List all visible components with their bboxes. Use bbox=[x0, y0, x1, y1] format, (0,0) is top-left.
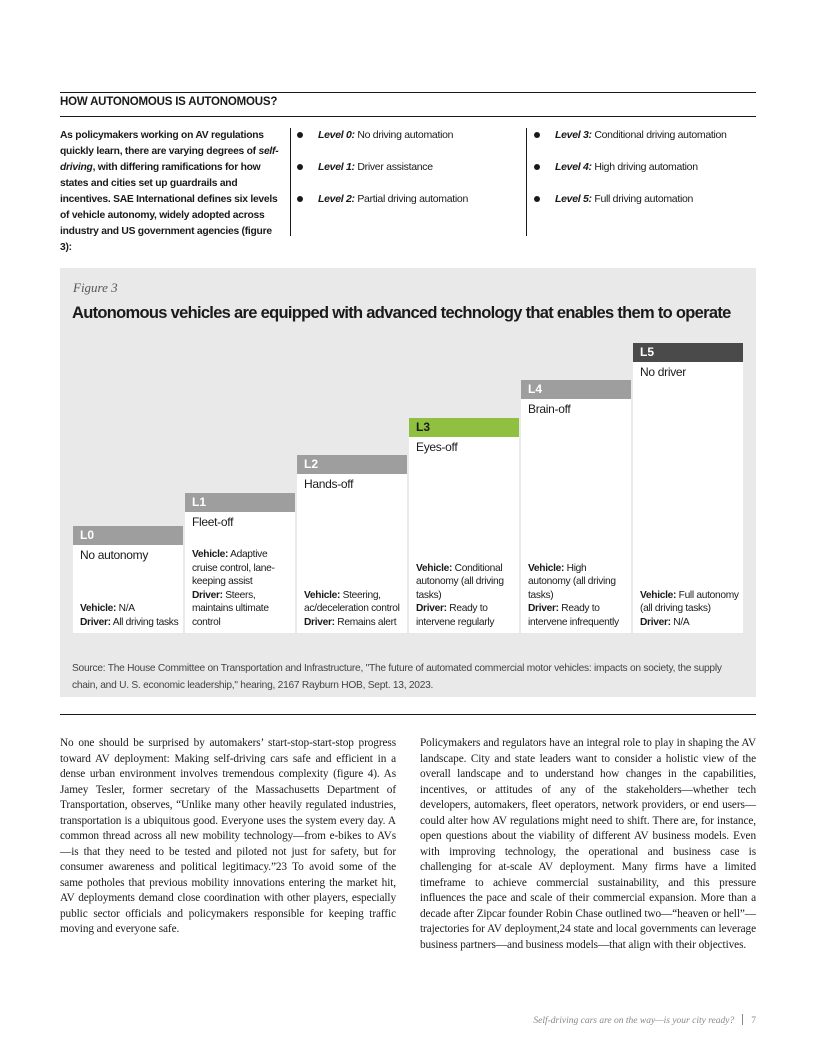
level-list-left bbox=[294, 127, 524, 223]
level-column-l3 bbox=[409, 418, 519, 633]
level-code: L0 bbox=[73, 526, 183, 545]
figure-source: Source: The House Committee on Transportation and Infrastructure, "The future of automated commercial motor vehicles: impacts on society, the supply chain, and U. S. economic leadership," hearing, 2167 Rayburn HOB, Sept. 13, 2023. bbox=[72, 663, 722, 691]
list-item: Level 5: Full driving automation bbox=[531, 191, 756, 223]
level-description: Vehicle: N/A Driver: All driving tasks bbox=[80, 603, 179, 628]
level-code: L4 bbox=[521, 380, 631, 399]
level-column-l5 bbox=[633, 343, 743, 633]
list-item: Level 2: Partial driving automation bbox=[294, 191, 524, 223]
footer-separator bbox=[742, 1014, 743, 1025]
sidebar-title-rule bbox=[60, 116, 756, 117]
level-name: Hands-off bbox=[304, 477, 354, 491]
level-description: Vehicle: Conditional autonomy (all driving tasks) Driver: Ready to intervene regularly bbox=[416, 562, 504, 628]
level-description: Vehicle: Full autonomy (all driving tasks) Driver: N/A bbox=[640, 589, 739, 628]
level-name: No driver bbox=[640, 365, 686, 379]
level-description: Vehicle: Steering, ac/deceleration control Driver: Remains alert bbox=[304, 589, 400, 628]
sidebar-intro: As policymakers working on AV regulations quickly learn, there are varying degrees of self-driving, with differing ramifications for how states and cities set up guardrails and incentives. SAE International defines six levels of vehicle autonomy, widely adopted across industry and US government agencies (figure 3): bbox=[60, 130, 279, 253]
running-title: Self-driving cars are on the way—is your city ready? bbox=[533, 1016, 735, 1026]
body-column-2: Policymakers and regulators have an integral role to play in shaping the AV landscape. City and state leaders want to consider a holistic view of the overall landscape and to understand how changes in the capabilities, incentives, or attitudes of any of the stakeholders—whether tech developers, automakers, fleet operators, network providers, or end users—could alter how AV regulations might need to shift. There are, for instance, open questions about the viability of different AV business models. Even with improving technology, the operational and business case is challenging for at-scale AV deployment. Many firms have a limited timeframe to achieve commercial sustainability, and this pressure influences the pace and scale of their commercial expansion. More than a decade after Zipcar founder Robin Chase outlined two—“heaven or hell”—trajectories for AV deployment,24 state and local governments can leverage business partners—and business models—that align with their objectives. bbox=[420, 737, 756, 951]
list-item: Level 0: No driving automation bbox=[294, 127, 524, 159]
page-footer bbox=[533, 1014, 756, 1026]
level-code: L1 bbox=[185, 493, 295, 512]
sidebar-title: HOW AUTONOMOUS IS AUTONOMOUS? bbox=[60, 96, 278, 108]
level-name: Fleet-off bbox=[192, 515, 234, 529]
level-name: Eyes-off bbox=[416, 440, 458, 454]
sidebar-divider-1 bbox=[290, 128, 291, 236]
level-column-l4 bbox=[521, 380, 631, 633]
list-item: Level 3: Conditional driving automation bbox=[531, 127, 756, 159]
level-name: Brain-off bbox=[528, 402, 571, 416]
list-item: Level 1: Driver assistance bbox=[294, 159, 524, 191]
list-item: Level 4: High driving automation bbox=[531, 159, 756, 191]
level-column-l0 bbox=[73, 526, 183, 633]
level-column-l1 bbox=[185, 493, 295, 633]
level-code: L2 bbox=[297, 455, 407, 474]
level-code: L3 bbox=[409, 418, 519, 437]
figure-3-panel bbox=[60, 268, 756, 697]
intro-emphasis: self-driving bbox=[60, 146, 279, 173]
level-code: L5 bbox=[633, 343, 743, 362]
sidebar-divider-2 bbox=[526, 128, 527, 236]
top-rule bbox=[60, 92, 756, 93]
page-number: 7 bbox=[751, 1016, 756, 1026]
level-description: Vehicle: High autonomy (all driving tasks) Driver: Ready to intervene infrequently bbox=[528, 562, 619, 628]
figure-bottom-rule bbox=[60, 714, 756, 715]
body-column-1: No one should be surprised by automakers’ start-stop-start-stop progress toward AV deployment: Making self-driving cars safe and efficient in a dense urban environment involves tremendous complexity (figure 4). As Jamey Tesler, former secretary of the Massachusetts Department of Transportation, observes, “Unlike many other heavily regulated industries, transportation is a ubiquitous good. Everyone uses the system every day. A common thread across all new mobility technology—from e-bikes to AVs—is that they need to be tested and piloted not just for safety, but for consumer awareness and political legitimacy.”23 To avoid some of the same potholes that previous mobility innovations entering the market hit, AV deployments demand close coordination with other players, especially public sector officials and policymakers responsible for keeping traffic moving and everyone safe. bbox=[60, 737, 396, 935]
figure-title: Autonomous vehicles are equipped with advanced technology that enables them to operate bbox=[72, 304, 731, 322]
level-list-right bbox=[531, 127, 756, 223]
level-column-l2 bbox=[297, 455, 407, 633]
level-name: No autonomy bbox=[80, 548, 149, 562]
figure-label: Figure 3 bbox=[73, 280, 118, 295]
level-description: Vehicle: Adaptive cruise control, lane-keeping assist Driver: Steers, maintains ultimate control bbox=[192, 549, 275, 628]
